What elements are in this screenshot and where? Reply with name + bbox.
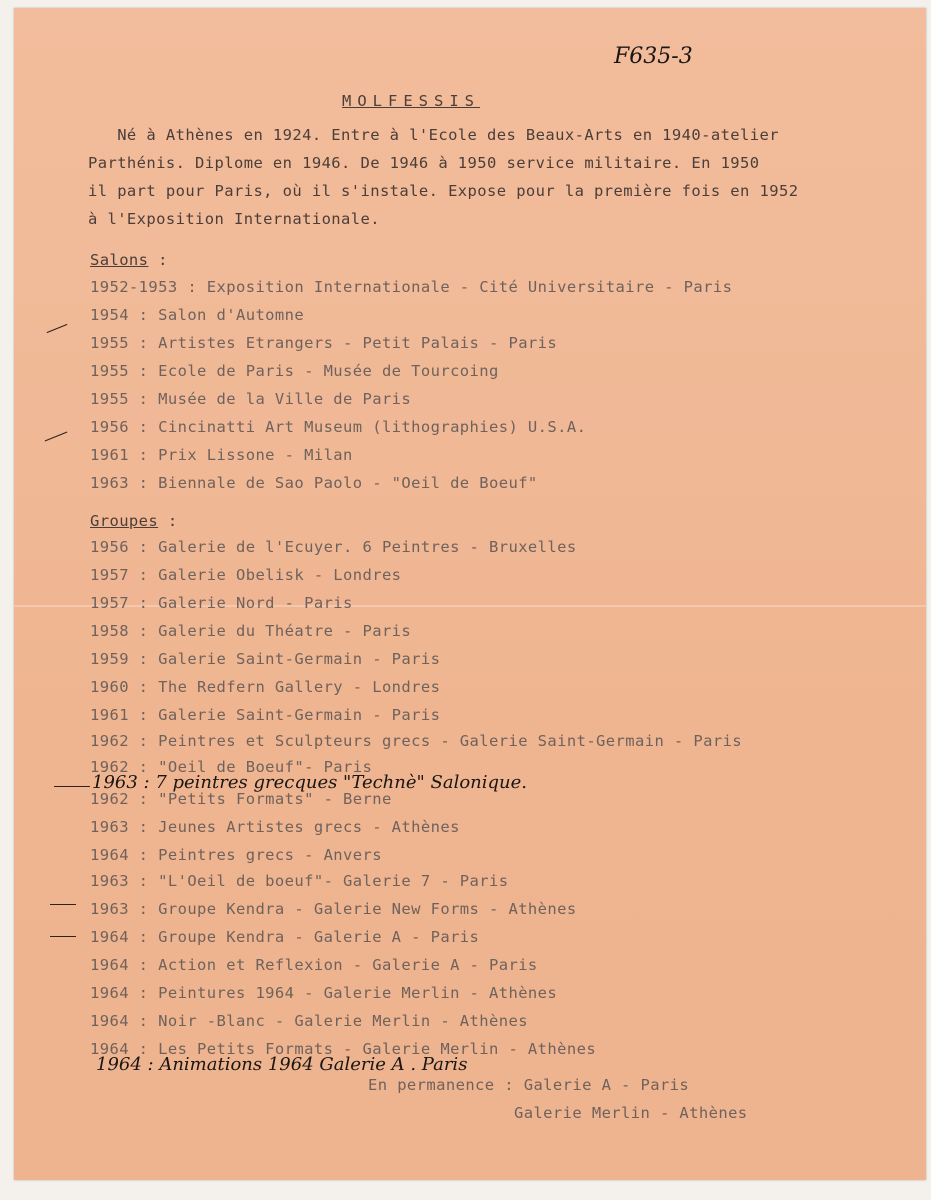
intro-line: Né à Athènes en 1924. Entre à l'Ecole des Beaux-Arts en 1940-atelier bbox=[88, 126, 779, 144]
list-item: 1964 : Peintures 1964 - Galerie Merlin - Athènes bbox=[90, 984, 558, 1002]
list-item: 1964 : Action et Reflexion - Galerie A - Paris bbox=[90, 956, 538, 974]
list-item: 1955 : Musée de la Ville de Paris bbox=[90, 390, 412, 408]
reference-note: F635-3 bbox=[614, 44, 693, 69]
salons-heading-colon: : bbox=[148, 251, 168, 269]
list-item: 1964 : Noir -Blanc - Galerie Merlin - Athènes bbox=[90, 1012, 528, 1030]
list-item: 1955 : Artistes Etrangers - Petit Palais - Paris bbox=[90, 334, 558, 352]
handwritten-entry-1963: 1963 : 7 peintres grecques "Technè" Salonique. bbox=[92, 772, 528, 793]
list-item: 1964 : Groupe Kendra - Galerie A - Paris bbox=[90, 928, 480, 946]
list-item: 1964 : Peintres grecs - Anvers bbox=[90, 846, 382, 864]
intro-line: Parthénis. Diplome en 1946. De 1946 à 1950 service militaire. En 1950 bbox=[88, 154, 760, 172]
intro-line: il part pour Paris, où il s'instale. Expose pour la première fois en 1952 bbox=[88, 182, 799, 200]
list-item: 1955 : Ecole de Paris - Musée de Tourcoing bbox=[90, 362, 499, 380]
groupes-heading-colon: : bbox=[158, 512, 178, 530]
handwritten-entry-1964: 1964 : Animations 1964 Galerie A . Paris bbox=[96, 1054, 468, 1075]
groupes-heading bbox=[90, 512, 178, 530]
list-item: 1963 : Biennale de Sao Paolo - "Oeil de Boeuf" bbox=[90, 474, 538, 492]
list-item: 1958 : Galerie du Théatre - Paris bbox=[90, 622, 412, 640]
list-item: 1954 : Salon d'Automne bbox=[90, 306, 305, 324]
salons-heading bbox=[90, 251, 168, 269]
list-item: 1963 : Groupe Kendra - Galerie New Forms - Athènes bbox=[90, 900, 577, 918]
tick-mark bbox=[50, 936, 76, 937]
intro-line: à l'Exposition Internationale. bbox=[88, 210, 380, 228]
list-item: 1962 : Peintres et Sculpteurs grecs - Galerie Saint-Germain - Paris bbox=[90, 732, 743, 750]
list-item: 1960 : The Redfern Gallery - Londres bbox=[90, 678, 441, 696]
document-title: MOLFESSIS bbox=[342, 92, 480, 110]
list-item: 1961 : Galerie Saint-Germain - Paris bbox=[90, 706, 441, 724]
list-item: 1962 : "Oeil de Boeuf"- Paris bbox=[90, 758, 373, 776]
list-item: 1956 : Cincinatti Art Museum (lithographies) U.S.A. bbox=[90, 418, 587, 436]
list-item: 1952-1953 : Exposition Internationale - Cité Universitaire - Paris bbox=[90, 278, 733, 296]
salons-heading-label: Salons bbox=[90, 251, 149, 269]
list-item: 1962 : "Petits Formats" - Berne bbox=[90, 790, 392, 808]
document-sheet bbox=[14, 8, 926, 1180]
list-item: 1959 : Galerie Saint-Germain - Paris bbox=[90, 650, 441, 668]
permanence-line: Galerie Merlin - Athènes bbox=[368, 1104, 748, 1122]
list-item: 1956 : Galerie de l'Ecuyer. 6 Peintres - Bruxelles bbox=[90, 538, 577, 556]
tick-mark bbox=[50, 904, 76, 905]
list-item: 1964 : Les Petits Formats - Galerie Merlin - Athènes bbox=[90, 1040, 597, 1058]
list-item: 1963 : Jeunes Artistes grecs - Athènes bbox=[90, 818, 460, 836]
list-item: 1957 : Galerie Nord - Paris bbox=[90, 594, 353, 612]
tick-mark bbox=[54, 786, 90, 787]
tick-mark bbox=[47, 324, 68, 333]
list-item: 1957 : Galerie Obelisk - Londres bbox=[90, 566, 402, 584]
list-item: 1963 : "L'Oeil de boeuf"- Galerie 7 - Paris bbox=[90, 872, 509, 890]
list-item: 1961 : Prix Lissone - Milan bbox=[90, 446, 353, 464]
tick-mark bbox=[45, 432, 68, 442]
groupes-heading-label: Groupes bbox=[90, 512, 159, 530]
permanence-line: En permanence : Galerie A - Paris bbox=[368, 1076, 690, 1094]
